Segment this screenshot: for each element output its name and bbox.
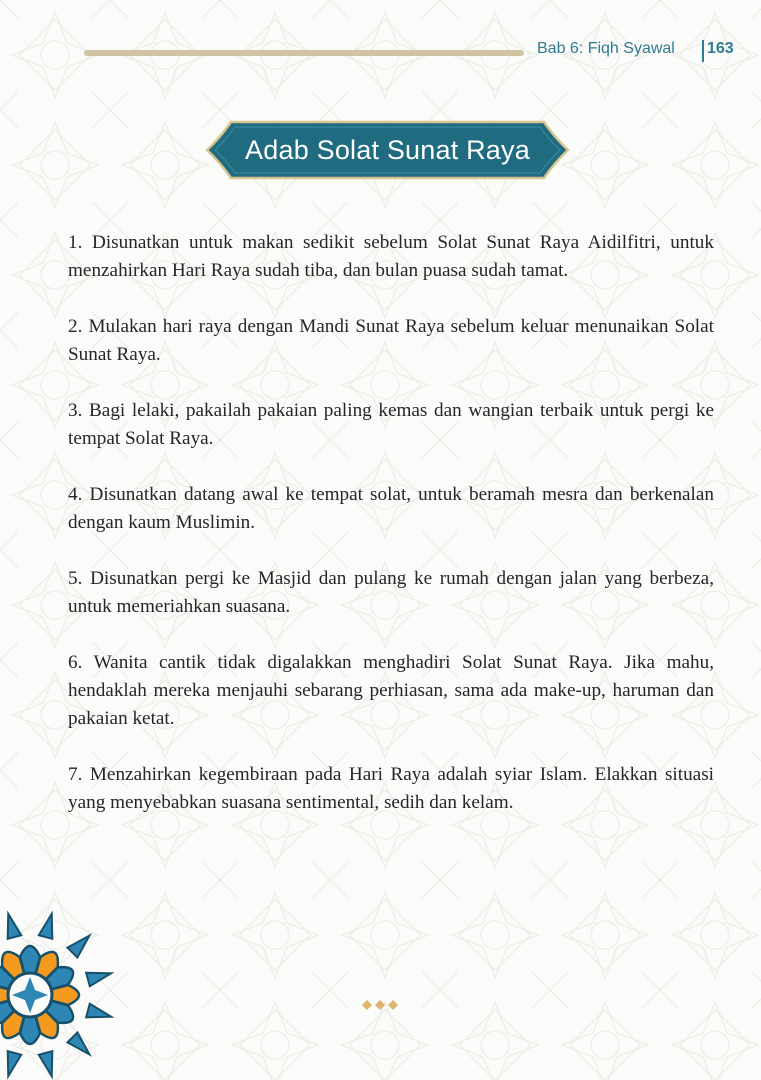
title-banner [205,120,570,180]
list-item: 1. Disunatkan untuk makan sedikit sebelum Solat Sunat Raya Aidilfitri, untuk menzahirkan Hari Raya sudah tiba, dan bulan puasa sudah tamat. [68,232,714,281]
list-item: 2. Mulakan hari raya dengan Mandi Sunat Raya sebelum keluar menunaikan Solat Sunat Raya. [68,316,714,365]
chapter-title: Bab 6: Fiqh Syawal [537,40,675,57]
running-header [0,34,761,74]
list-item: 3. Bagi lelaki, pakailah pakaian paling kemas dan wangian terbaik untuk pergi ke tempat Solat Raya. [68,400,714,449]
list-item: 6. Wanita cantik tidak digalakkan menghadiri Solat Sunat Raya. Jika mahu, hendaklah mereka menjauhi sebarang perhiasan, sama ada make-up, haruman dan pakaian ketat. [68,652,714,729]
list-item: 4. Disunatkan datang awal ke tempat solat, untuk beramah mesra dan berkenalan dengan kaum Muslimin. [68,484,714,533]
list-item: 7. Menzahirkan kegembiraan pada Hari Raya adalah syiar Islam. Elakkan situasi yang menyebabkan suasana sentimental, sedih dan kelam. [68,764,714,813]
adab-list [68,229,714,845]
header-rule [84,50,524,56]
geometric-star-ornament-icon [0,905,115,1080]
page-number: 163 [707,40,734,57]
header-separator [702,40,704,62]
three-diamonds-icon [361,998,401,1012]
section-title: Adab Solat Sunat Raya [245,135,530,165]
list-item: 5. Disunatkan pergi ke Masjid dan pulang ke rumah dengan jalan yang berbeza, untuk memeriahkan suasana. [68,568,714,617]
